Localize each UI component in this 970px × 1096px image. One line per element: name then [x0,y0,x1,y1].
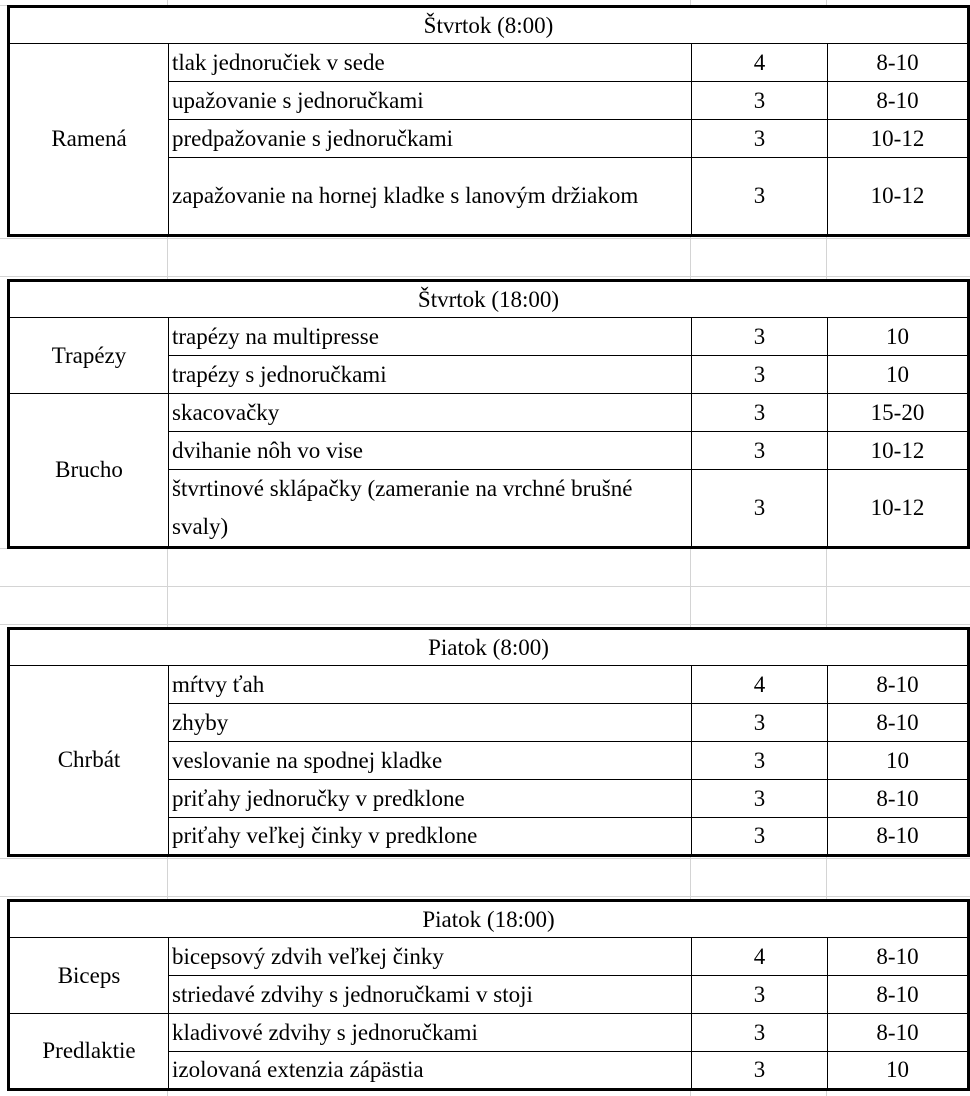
reps-cell[interactable]: 10-12 [828,470,969,548]
session-title[interactable]: Piatok (8:00) [9,629,969,666]
exercise-name[interactable]: trapézy s jednoručkami [169,356,692,394]
exercise-name[interactable]: priťahy jednoručky v predklone [169,780,692,818]
exercise-name[interactable]: zhyby [169,704,692,742]
reps-cell[interactable]: 10 [828,356,969,394]
reps-cell[interactable]: 10-12 [828,158,969,236]
reps-cell[interactable]: 8-10 [828,704,969,742]
sets-cell[interactable]: 3 [692,432,828,470]
exercise-name[interactable]: dvihanie nôh vo vise [169,432,692,470]
muscle-group[interactable]: Chrbát [9,666,169,856]
sets-cell[interactable]: 3 [692,318,828,356]
muscle-group[interactable]: Brucho [9,394,169,548]
session-table-thursday-morning [7,5,970,237]
sets-cell[interactable]: 3 [692,742,828,780]
reps-cell[interactable]: 8-10 [828,82,969,120]
sets-cell[interactable]: 4 [692,666,828,704]
reps-cell[interactable]: 8-10 [828,938,969,976]
exercise-name[interactable]: štvrtinové sklápačky (zameranie na vrchné brušné svaly) [169,470,692,548]
reps-cell[interactable]: 8-10 [828,780,969,818]
exercise-name[interactable]: priťahy veľkej činky v predklone [169,818,692,856]
exercise-name[interactable]: mŕtvy ťah [169,666,692,704]
exercise-name[interactable]: striedavé zdvihy s jednoručkami v stoji [169,976,692,1014]
reps-cell[interactable]: 10 [828,318,969,356]
exercise-name[interactable]: izolovaná extenzia zápästia [169,1052,692,1090]
session-title[interactable]: Piatok (18:00) [9,901,969,938]
exercise-name[interactable]: upažovanie s jednoručkami [169,82,692,120]
muscle-group[interactable]: Biceps [9,938,169,1014]
sets-cell[interactable]: 4 [692,938,828,976]
reps-cell[interactable]: 8-10 [828,818,969,856]
reps-cell[interactable]: 8-10 [828,1014,969,1052]
sets-cell[interactable]: 3 [692,82,828,120]
exercise-name[interactable]: trapézy na multipresse [169,318,692,356]
reps-cell[interactable]: 8-10 [828,44,969,82]
exercise-name[interactable]: skacovačky [169,394,692,432]
exercise-name[interactable]: veslovanie na spodnej kladke [169,742,692,780]
muscle-group[interactable]: Trapézy [9,318,169,394]
reps-cell[interactable]: 10 [828,1052,969,1090]
sets-cell[interactable]: 3 [692,158,828,236]
sets-cell[interactable]: 3 [692,356,828,394]
reps-cell[interactable]: 15-20 [828,394,969,432]
muscle-group[interactable]: Predlaktie [9,1014,169,1090]
sets-cell[interactable]: 3 [692,818,828,856]
sets-cell[interactable]: 3 [692,780,828,818]
sets-cell[interactable]: 3 [692,704,828,742]
exercise-name[interactable]: predpažovanie s jednoručkami [169,120,692,158]
sets-cell[interactable]: 3 [692,120,828,158]
sets-cell[interactable]: 3 [692,976,828,1014]
session-title[interactable]: Štvrtok (8:00) [9,7,969,44]
muscle-group[interactable]: Ramená [9,44,169,236]
exercise-name[interactable]: zapažovanie na hornej kladke s lanovým držiakom [169,158,692,236]
reps-cell[interactable]: 10-12 [828,432,969,470]
reps-cell[interactable]: 8-10 [828,666,969,704]
sets-cell[interactable]: 3 [692,394,828,432]
session-title[interactable]: Štvrtok (18:00) [9,281,969,318]
sets-cell[interactable]: 3 [692,1052,828,1090]
exercise-name[interactable]: tlak jednoručiek v sede [169,44,692,82]
sets-cell[interactable]: 3 [692,470,828,548]
reps-cell[interactable]: 8-10 [828,976,969,1014]
exercise-name[interactable]: bicepsový zdvih veľkej činky [169,938,692,976]
reps-cell[interactable]: 10 [828,742,969,780]
reps-cell[interactable]: 10-12 [828,120,969,158]
sets-cell[interactable]: 4 [692,44,828,82]
sets-cell[interactable]: 3 [692,1014,828,1052]
session-table-friday-evening [7,899,970,1091]
exercise-name[interactable]: kladivové zdvihy s jednoručkami [169,1014,692,1052]
session-table-friday-morning [7,627,970,857]
session-table-thursday-evening [7,279,970,549]
